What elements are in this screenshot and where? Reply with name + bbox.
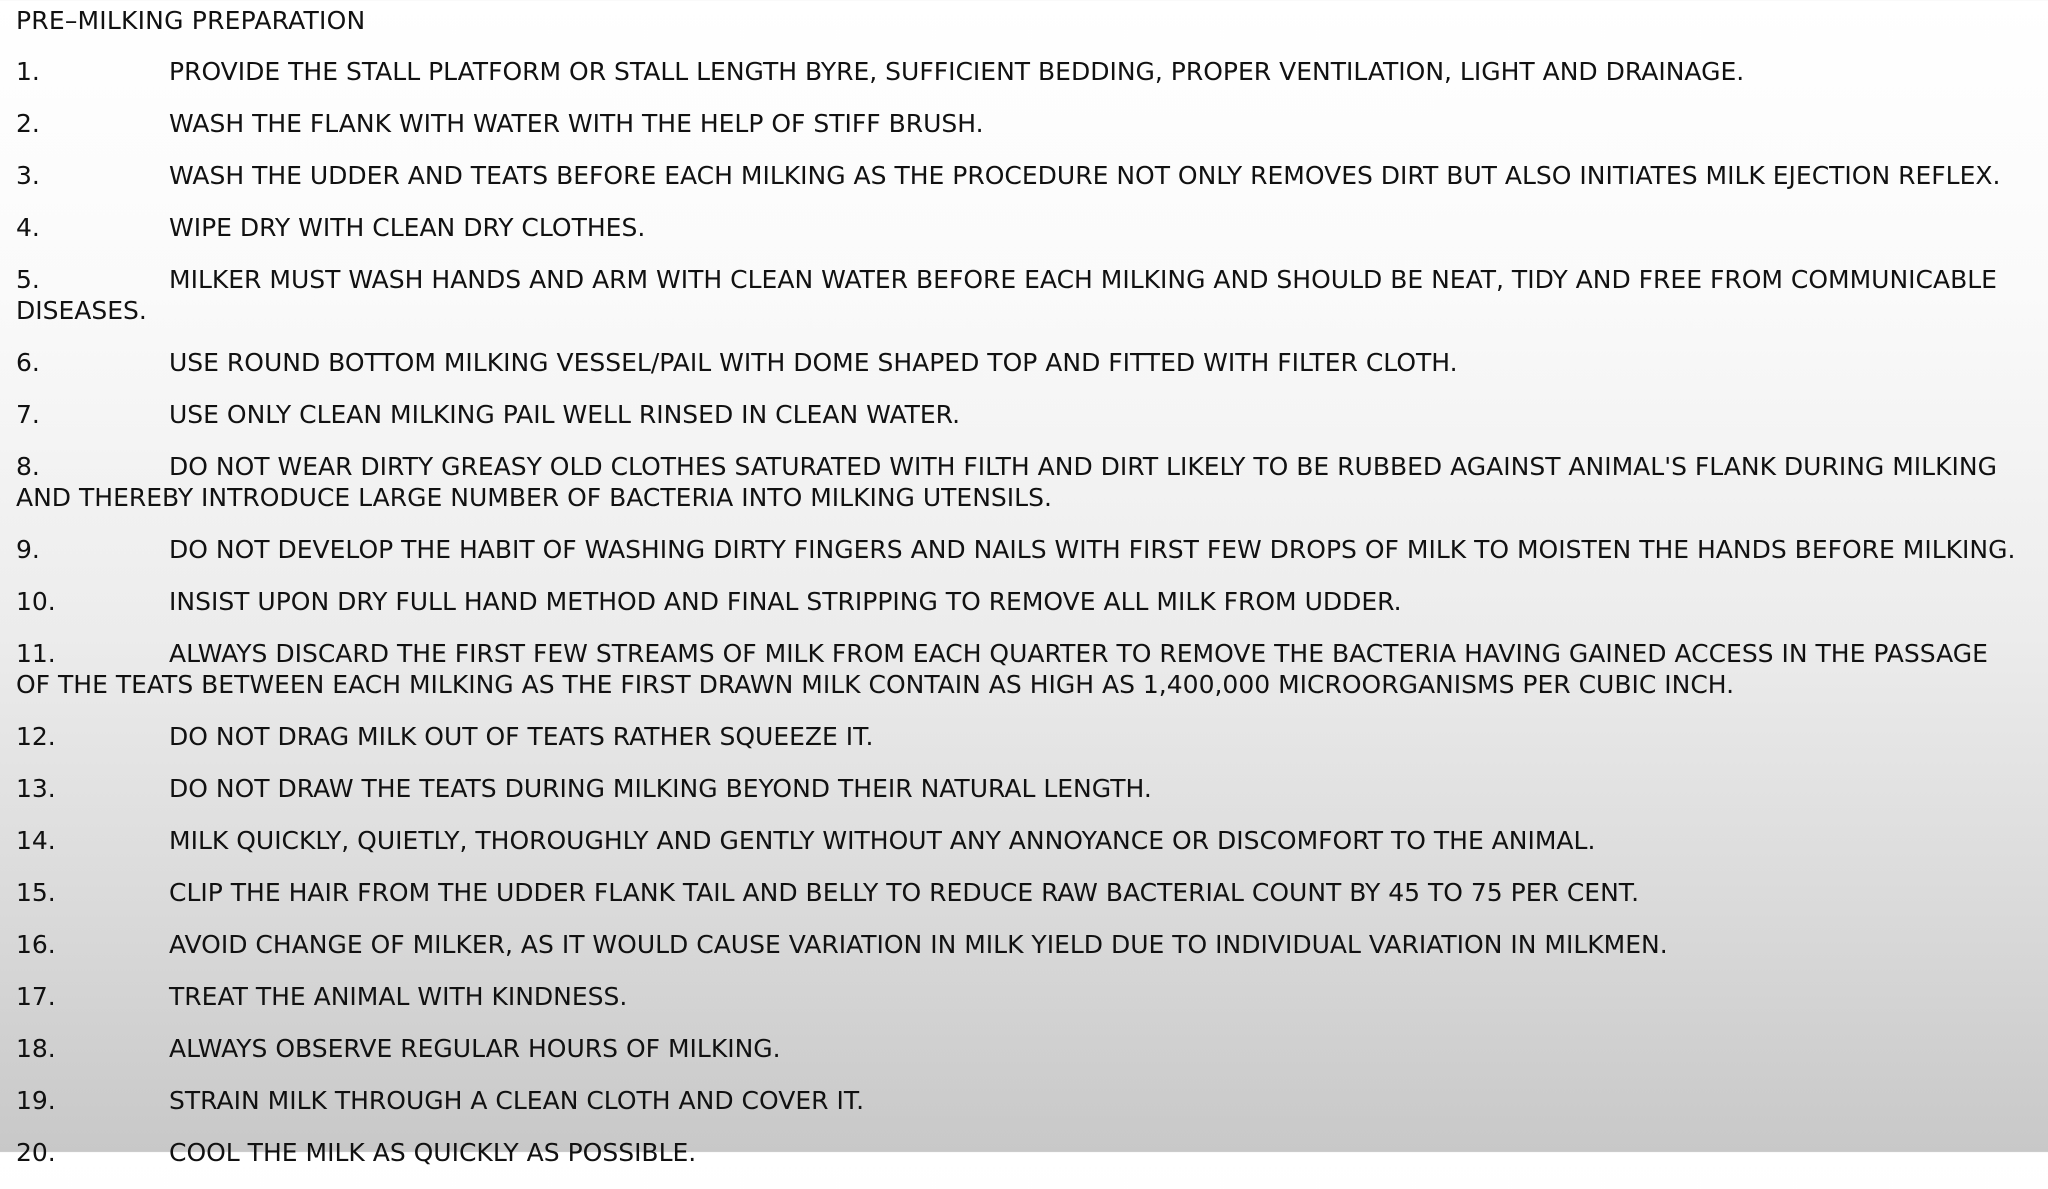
item-text: DO NOT DRAG MILK OUT OF TEATS RATHER SQUEEZE IT. [169, 722, 874, 751]
list-item [16, 929, 2026, 960]
list-item [16, 981, 2026, 1012]
item-number: 11. [16, 639, 56, 668]
item-number: 20. [16, 1138, 56, 1167]
item-number: 14. [16, 826, 56, 855]
item-number: 13. [16, 774, 56, 803]
item-number: 7. [16, 400, 40, 429]
item-text: AVOID CHANGE OF MILKER, AS IT WOULD CAUSE VARIATION IN MILK YIELD DUE TO INDIVIDUAL VARIATION IN MILKMEN. [169, 930, 1668, 959]
list-item [16, 212, 2026, 243]
item-text: TREAT THE ANIMAL WITH KINDNESS. [169, 982, 628, 1011]
item-text: USE ROUND BOTTOM MILKING VESSEL/PAIL WITH DOME SHAPED TOP AND FITTED WITH FILTER CLOTH. [169, 348, 1458, 377]
item-text: DO NOT DEVELOP THE HABIT OF WASHING DIRTY FINGERS AND NAILS WITH FIRST FEW DROPS OF MILK TO MOISTEN THE HANDS BEFORE MILKING. [169, 535, 2016, 564]
item-number: 18. [16, 1034, 56, 1063]
item-number: 15. [16, 878, 56, 907]
item-number: 2. [16, 109, 40, 138]
item-number: 17. [16, 982, 56, 1011]
list-item [16, 586, 2026, 617]
list-item [16, 451, 2026, 513]
list-item [16, 160, 2026, 191]
item-number: 19. [16, 1086, 56, 1115]
item-text: ALWAYS OBSERVE REGULAR HOURS OF MILKING. [169, 1034, 781, 1063]
item-text: WASH THE FLANK WITH WATER WITH THE HELP OF STIFF BRUSH. [169, 109, 984, 138]
item-number: 8. [16, 452, 40, 481]
list-item [16, 56, 2026, 87]
item-number: 3. [16, 161, 40, 190]
item-text: DO NOT WEAR DIRTY GREASY OLD CLOTHES SATURATED WITH FILTH AND DIRT LIKELY TO BE RUBBED AGAINST ANIMAL'S FLANK DURING MILKING AND THEREBY INTRODUCE LARGE NUMBER OF BACTERIA INTO MILKING UTENSILS. [16, 452, 1997, 512]
item-text: DO NOT DRAW THE TEATS DURING MILKING BEYOND THEIR NATURAL LENGTH. [169, 774, 1152, 803]
list-item [16, 638, 2026, 700]
list-item [16, 877, 2026, 908]
item-number: 12. [16, 722, 56, 751]
item-text: ALWAYS DISCARD THE FIRST FEW STREAMS OF MILK FROM EACH QUARTER TO REMOVE THE BACTERIA HAVING GAINED ACCESS IN THE PASSAGE OF THE TEATS BETWEEN EACH MILKING AS THE FIRST DRAWN MILK CONTAIN AS HIGH AS 1,400,000 MICROORGANISMS PER CUBIC INCH. [16, 639, 1988, 699]
preparation-list [16, 56, 2026, 1189]
item-number: 4. [16, 213, 40, 242]
slide-title: PRE–MILKING PREPARATION [16, 6, 366, 35]
item-number: 5. [16, 265, 40, 294]
item-number: 9. [16, 535, 40, 564]
list-item [16, 721, 2026, 752]
item-text: MILKER MUST WASH HANDS AND ARM WITH CLEAN WATER BEFORE EACH MILKING AND SHOULD BE NEAT, TIDY AND FREE FROM COMMUNICABLE DISEASES. [16, 265, 1997, 325]
item-text: PROVIDE THE STALL PLATFORM OR STALL LENGTH BYRE, SUFFICIENT BEDDING, PROPER VENTILATION, LIGHT AND DRAINAGE. [169, 57, 1745, 86]
item-number: 1. [16, 57, 40, 86]
list-item [16, 1085, 2026, 1116]
list-item [16, 534, 2026, 565]
list-item [16, 347, 2026, 378]
item-text: COOL THE MILK AS QUICKLY AS POSSIBLE. [169, 1138, 697, 1167]
list-item [16, 773, 2026, 804]
item-text: CLIP THE HAIR FROM THE UDDER FLANK TAIL AND BELLY TO REDUCE RAW BACTERIAL COUNT BY 45 TO 75 PER CENT. [169, 878, 1640, 907]
list-item [16, 264, 2026, 326]
list-item [16, 1033, 2026, 1064]
item-text: INSIST UPON DRY FULL HAND METHOD AND FINAL STRIPPING TO REMOVE ALL MILK FROM UDDER. [169, 587, 1402, 616]
item-number: 16. [16, 930, 56, 959]
item-text: USE ONLY CLEAN MILKING PAIL WELL RINSED IN CLEAN WATER. [169, 400, 961, 429]
item-text: WASH THE UDDER AND TEATS BEFORE EACH MILKING AS THE PROCEDURE NOT ONLY REMOVES DIRT BUT ALSO INITIATES MILK EJECTION REFLEX. [169, 161, 2001, 190]
item-number: 6. [16, 348, 40, 377]
item-text: WIPE DRY WITH CLEAN DRY CLOTHES. [169, 213, 646, 242]
item-text: STRAIN MILK THROUGH A CLEAN CLOTH AND COVER IT. [169, 1086, 865, 1115]
item-text: MILK QUICKLY, QUIETLY, THOROUGHLY AND GENTLY WITHOUT ANY ANNOYANCE OR DISCOMFORT TO THE ANIMAL. [169, 826, 1596, 855]
list-item [16, 825, 2026, 856]
list-item [16, 108, 2026, 139]
list-item [16, 399, 2026, 430]
list-item [16, 1137, 2026, 1168]
item-number: 10. [16, 587, 56, 616]
